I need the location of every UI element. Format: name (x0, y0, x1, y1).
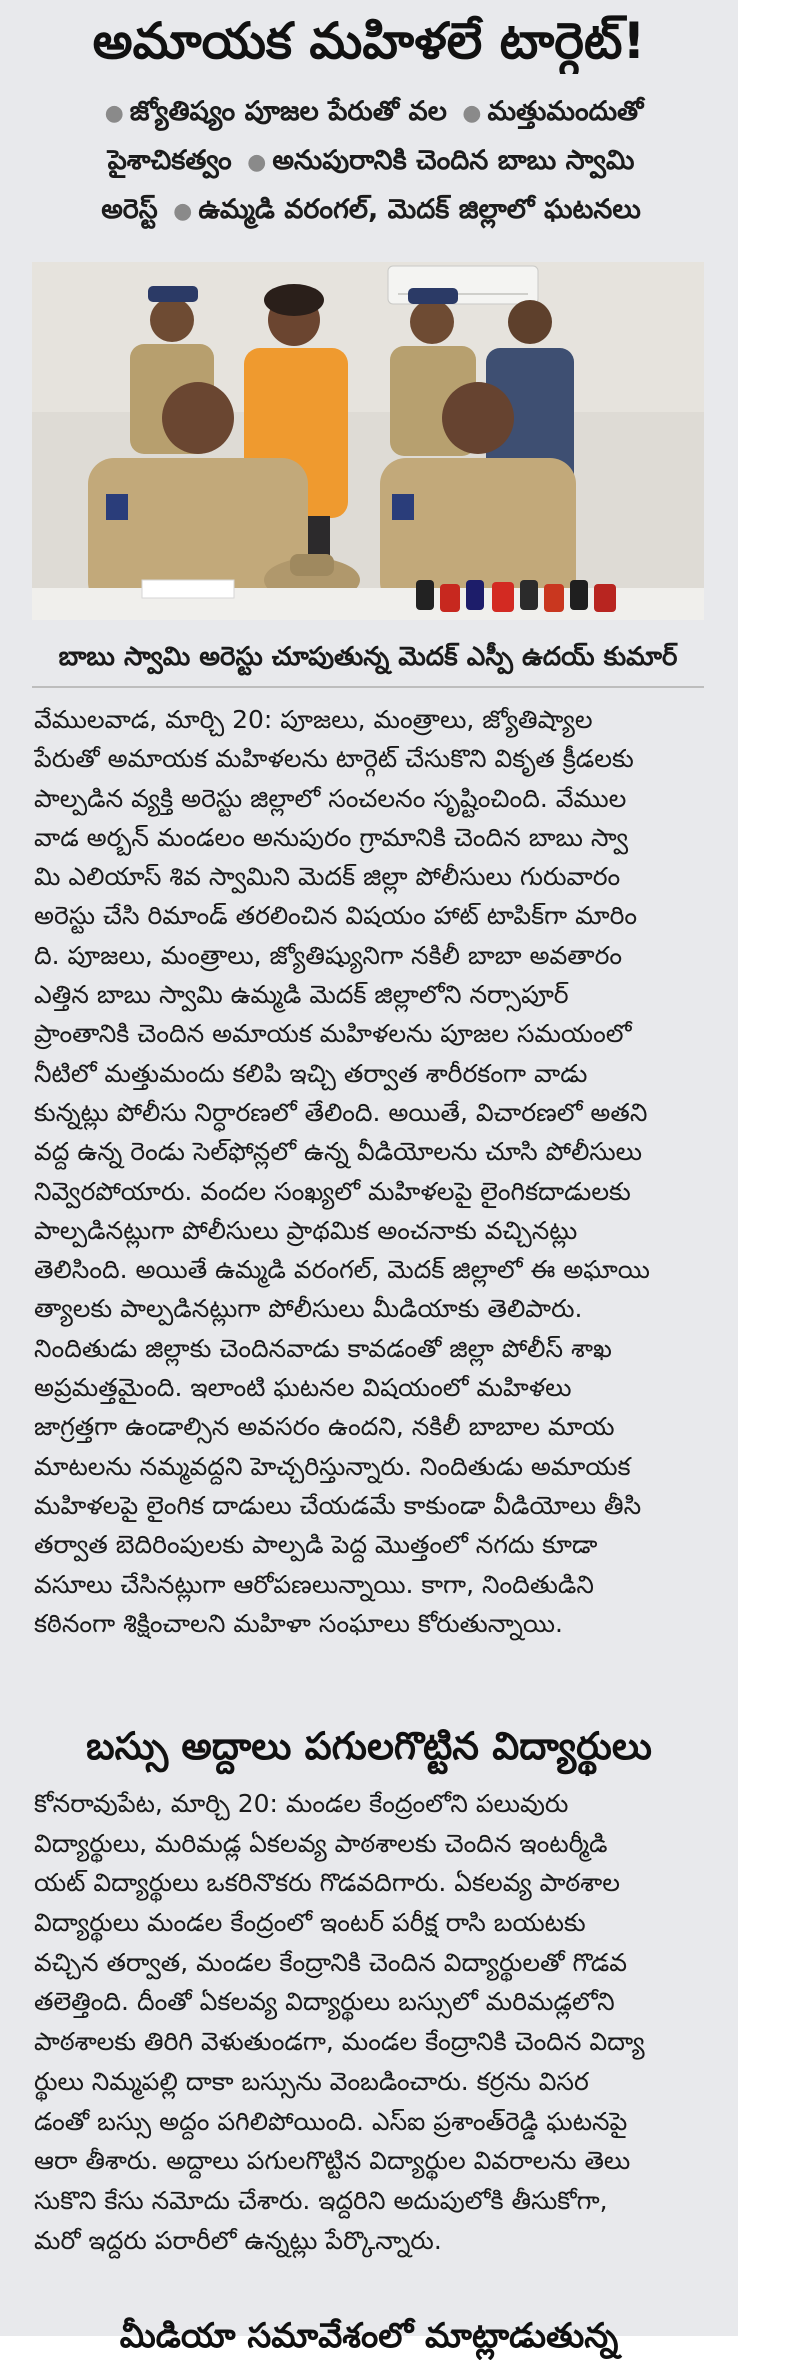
deck-line (26, 88, 716, 137)
article-line: త్యాలకు పాల్పడినట్లుగా పోలీసులు మీడియాకు తెలిపారు. (34, 1294, 583, 1324)
deck-line (26, 137, 716, 186)
article-line: ర్థులు నిమ్మపల్లి దాకా బస్సును వెంబడించారు. కర్రను విసర (34, 2066, 589, 2096)
article-line: డంతో బస్సు అద్దం పగిలిపోయింది. ఎస్ఐ ప్రశాంత్‌రెడ్డి ఘటనపై (34, 2106, 628, 2136)
article-line: పాఠశాలకు తిరిగి వెళుతుండగా, మండల కేంద్రానికి చెందిన విద్యా (34, 2027, 645, 2057)
article-line: పాల్పడినట్లుగా పోలీసులు ప్రాథమిక అంచనాకు వచ్చినట్లు (34, 1215, 578, 1245)
second-article-body (34, 1784, 702, 2260)
photo-caption: బాబు స్వామి అరెస్టు చూపుతున్న మెదక్ ఎస్పీ ఉదయ్ కుమార్ (32, 628, 704, 688)
article-line: ప్రాంతానికి చెందిన అమాయక మహిళలను పూజల సమయంలో (34, 1019, 632, 1049)
article-line: మహిళలపై లైంగిక దాడులు చేయడమే కాకుండా వీడియోలు తీసి (34, 1490, 642, 1520)
bullet-icon: ● (462, 101, 482, 126)
article-line: వద్ద ఉన్న రెండు సెల్‌ఫోన్లలో ఉన్న వీడియోలను చూసి పోలీసులు (34, 1137, 642, 1167)
bullet-icon: ● (173, 199, 193, 224)
article-line: వాడ అర్బన్ మండలం అనుపురం గ్రామానికి చెందిన బాబు స్వా (34, 822, 629, 852)
article-line: మి ఎలియాస్ శివ స్వామిని మెదక్ జిల్లా పోలీసులు గురువారం (34, 862, 621, 892)
article-line: వసూలు చేసినట్లుగా ఆరోపణలున్నాయి. కాగా, నిందితుడిని (34, 1569, 594, 1599)
bullet-icon: ● (104, 101, 124, 126)
article-line: తలెత్తింది. దీంతో ఏకలవ్య విద్యార్థులు బస్సులో మరిమడ్లలోని (34, 1987, 615, 2017)
article-line: జాగ్రత్తగా ఉండాల్సిన అవసరం ఉందని, నకిలీ బాబాల మాయ (34, 1412, 615, 1442)
article-body (34, 700, 702, 1643)
article-line: విద్యార్థులు, మరిమడ్ల ఏకలవ్య పాఠశాలకు చెందిన ఇంటర్మీడి (34, 1828, 608, 1858)
article-line: పేరుతో అమాయక మహిళలను టార్గెట్ చేసుకొని వికృత క్రీడలకు (34, 744, 634, 774)
deck-phrase: అనుపురానికి చెందిన బాబు స్వామి (272, 145, 635, 176)
article-line: పాల్పడిన వ్యక్తి అరెస్టు జిల్లాలో సంచలనం సృష్టించింది. వేముల (34, 783, 627, 813)
article-line: తెలిసింది. అయితే ఉమ్మడి వరంగల్, మెదక్ జిల్లాలో ఈ అఘాయి (34, 1255, 650, 1285)
article-line: తర్వాత బెదిరింపులకు పాల్పడి పెద్ద మొత్తంలో నగదు కూడా (34, 1530, 598, 1560)
article-line: మరో ఇద్దరు పరారీలో ఉన్నట్లు పేర్కొన్నారు. (34, 2225, 442, 2255)
article-line: ఎత్తిన బాబు స్వామి ఉమ్మడి మెదక్ జిల్లాలోని నర్సాపూర్ (34, 980, 569, 1010)
deck-phrase: జ్యోతిష్యం పూజల పేరుతో వల (129, 96, 447, 127)
article-line: కున్నట్లు పోలీసు నిర్ధారణలో తేలింది. అయితే, విచారణలో అతని (34, 1097, 648, 1127)
article-line: యట్ విద్యార్థులు ఒకరినొకరు గొడవదిగారు. ఏకలవ్య పాఠశాల (34, 1868, 621, 1898)
deck-phrase: మత్తుమందుతో (487, 96, 644, 127)
article-line: అప్రమత్తమైంది. ఇలాంటి ఘటనల విషయంలో మహిళలు (34, 1373, 572, 1403)
article-line: వేములవాడ, మార్చి 20: పూజలు, మంత్రాలు, జ్యోతిష్యాల (34, 705, 593, 734)
deck-line (26, 186, 716, 235)
article-line: మాటలను నమ్మవద్దని హెచ్చరిస్తున్నారు. నిందితుడు అమాయక (34, 1451, 631, 1481)
article-line: ది. పూజలు, మంత్రాలు, జ్యోతిష్యునిగా నకిలీ బాబా అవతారం (34, 940, 623, 970)
article-line: కఠినంగా శిక్షించాలని మహిళా సంఘాలు కోరుతున్నాయి. (34, 1608, 563, 1638)
article-line: ఆరా తీశారు. అద్దాలు పగులగొట్టిన విద్యార్థుల వివరాలను తెలు (34, 2146, 631, 2176)
article-line: నీటిలో మత్తుమందు కలిపి ఇచ్చి తర్వాత శారీరకంగా వాడు (34, 1058, 588, 1088)
article-line: సుకొని కేసు నమోదు చేశారు. ఇద్దరిని అదుపులోకి తీసుకోగా, (34, 2185, 608, 2215)
news-photo (32, 262, 704, 620)
article-line: వచ్చిన తర్వాత, మండల కేంద్రానికి చెందిన విద్యార్థులతో గొడవ (34, 1947, 628, 1977)
deck-phrase: అరెస్ట్ (101, 194, 158, 225)
deck-phrase: ఉమ్మడి వరంగల్, మెదక్ జిల్లాలో ఘటనలు (198, 194, 641, 225)
article-line: నిందితుడు జిల్లాకు చెందినవాడు కావడంతో జిల్లా పోలీస్ శాఖ (34, 1333, 612, 1363)
article-line: అరెస్టు చేసి రిమాండ్ తరలించిన విషయం హాట్ టాపిక్‌గా మారిం (34, 901, 638, 931)
third-headline-partial: మీడియా సమావేశంలో మాట్లాడుతున్న (119, 2316, 619, 2356)
article-line: విద్యార్థులు మండల కేంద్రంలో ఇంటర్ పరీక్ష రాసి బయటకు (34, 1908, 586, 1938)
sub-headline-deck (26, 88, 716, 235)
bullet-icon: ● (247, 150, 267, 175)
article-line: కోనరావుపేట, మార్చి 20: మండల కేంద్రంలోని పలువురు (34, 1789, 569, 1818)
deck-phrase: పైశాచికత్వం (107, 145, 232, 176)
page-title: అమాయక మహిళలే టార్గెట్! (92, 12, 646, 70)
article-line: నివ్వెరపోయారు. వందల సంఖ్యలో మహిళలపై లైంగికదాడులకు (34, 1176, 631, 1206)
second-headline: బస్సు అద్దాలు పగులగొట్టిన విద్యార్థులు (86, 1724, 652, 1768)
